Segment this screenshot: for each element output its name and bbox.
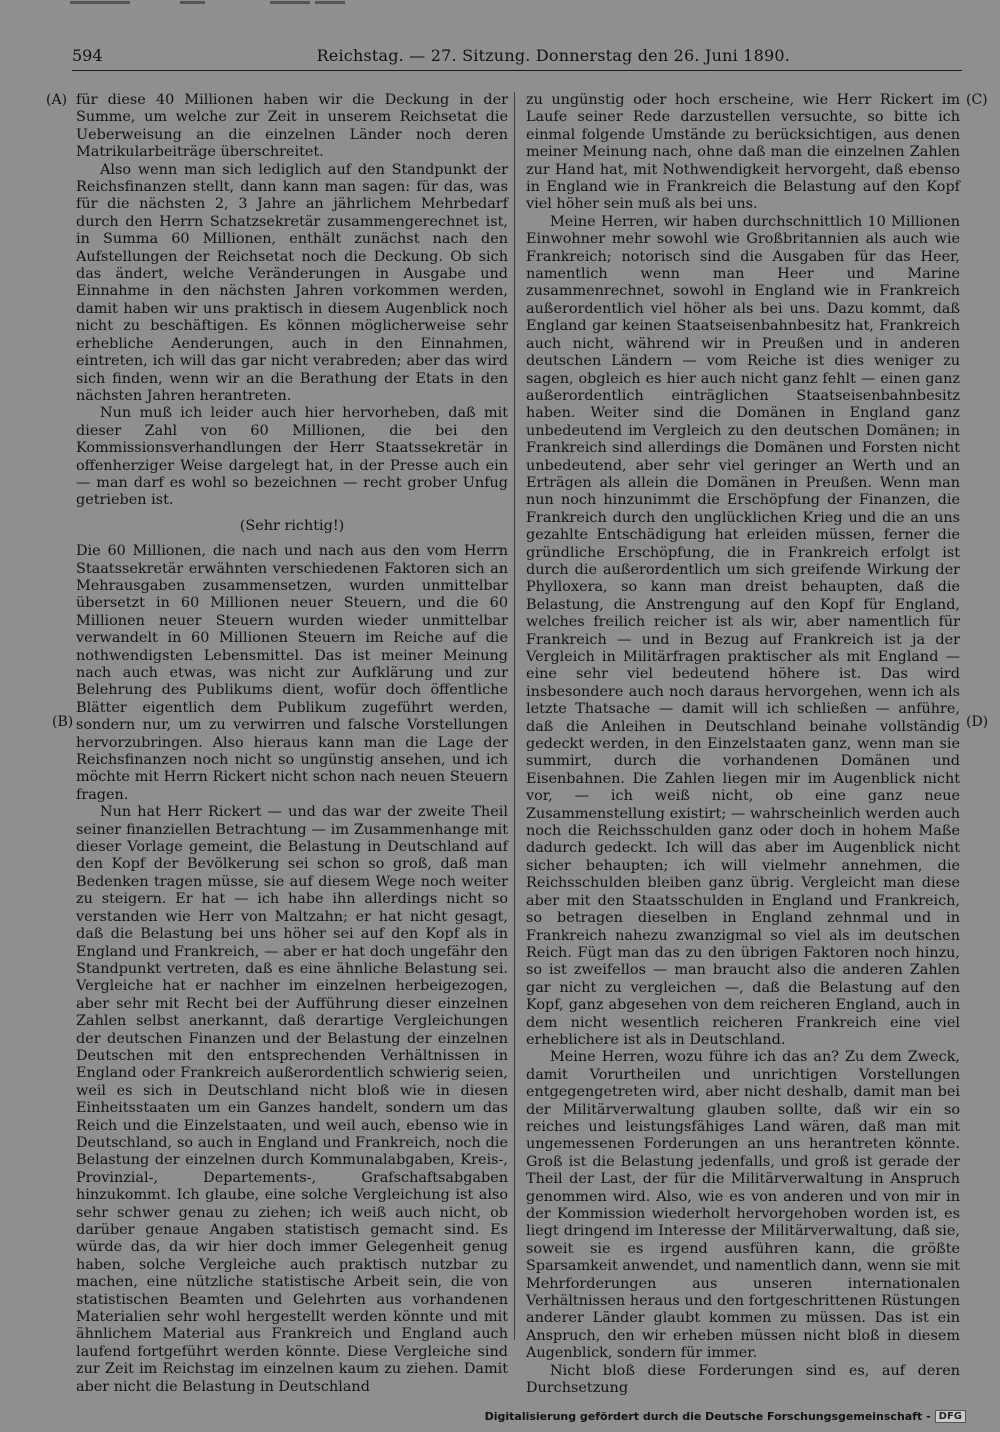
page-header <box>72 44 960 68</box>
interjection: (Sehr richtig!) <box>239 517 345 534</box>
page-number: 594 <box>72 46 103 65</box>
paragraph: Meine Herren, wozu führe ich das an? Zu dem Zweck, damit Vorurtheilen und unrichtigen Vorstellungen entgegengetreten wird, aber nicht deshalb, damit man bei der Militärverwaltung glauben sollte, daß wir ein so reiches und leistungsfähiges Land wären, daß man mit ungemessenen Forderungen an uns herantreten könnte. Groß ist die Belastung jedenfalls, und groß ist gerade der Theil der Last, der für die Militärverwaltung in Anspruch genommen wird. Also, wie es von anderen und von mir in der Kommission wiederholt hervorgehoben worden ist, es liegt dringend im Interesse der Militärverwaltung, daß sie, soweit sie es irgend ausführen kann, die größte Sparsamkeit anwendet, und namentlich dann, wenn sie mit Mehrforderungen aus unseren internationalen Verhältnissen heraus und den fortgeschrittenen Rüstungen anderer Länder glaubt kommen zu müssen. Das ist ein Anspruch, den wir erheben müssen nicht bloß in diesem Augenblick, sondern für immer. <box>526 1049 960 1362</box>
right-column <box>526 92 960 1397</box>
column-divider <box>514 92 515 1340</box>
margin-marker-d: (D) <box>966 714 989 730</box>
credit-text: Digitalisierung gefördert durch die Deutsche Forschungsgemeinschaft - <box>484 1410 931 1423</box>
paragraph: zu ungünstig oder hoch erscheine, wie Herr Rickert im Laufe seiner Rede darzustellen versuchte, so bitte ich einmal folgende Umstände zu berücksichtigen, aus denen meiner Meinung nach, ohne daß man die einzelnen Zahlen zur Hand hat, mit Nothwendigkeit hervorgeht, daß ebenso in England wie in Frankreich die Belastung auf den Kopf viel höher sein muß als bei uns. <box>526 92 960 213</box>
paragraph: Meine Herren, wir haben durchschnittlich 10 Millionen Einwohner mehr sowohl wie Großbritannien als auch wie Frankreich; notorisch sind die Ausgaben für das Heer, namentlich wenn man Heer und Marine zusammenrechnet, sowohl in England wie in Frankreich außerordentlich viel höher als bei uns. Dazu kommt, daß England gar keinen Staatseisenbahnbesitz hat, Frankreich auch nicht, während wir in Preußen und in anderen deutschen Ländern — vom Reiche ist dies weniger zu sagen, obgleich es hier auch nicht ganz fehlt — einen ganz außerordentlich einträglichen Staatseisenbahnbesitz haben. Weiter sind die Domänen in England ganz unbedeutend im Vergleich zu den deutschen Domänen; in Frankreich sind allerdings die Domänen und Forsten nicht unbedeutend, aber sehr viel geringer an Werth und an Erträgen als allein die Domänen in Preußen. Wenn man nun noch hinzunimmt die Erschöpfung der Finanzen, die Frankreich durch den unglücklichen Krieg und die an uns gezahlte Entschädigung hat erleiden müssen, ferner die gründliche Erschöpfung, die in Frankreich erfolgt ist durch die außerordentlich um sich greifende Wirkung der Phylloxera, so kann man dreist behaupten, daß die Belastung, die Anstrengung auf den Kopf für England, welches freilich reicher ist als wir, aber namentlich für Frankreich — und in Bezug auf Frankreich ist ja der Vergleich in Militärfragen praktischer als mit England — eine sehr viel bedeutend höhere ist. Das wird insbesondere auch noch daraus hervorgehen, wenn ich als letzte Thatsache — damit will ich schließen — anführe, daß die Anleihen in Deutschland beinahe vollständig gedeckt werden, in den Einzelstaaten ganz, wenn man sie summirt, durch die vorhandenen Domänen und Eisenbahnen. Die Zahlen liegen mir im Augenblick nicht vor, — ich weiß nicht, ob eine ganz neue Zusammenstellung existirt; — wahrscheinlich werden auch noch die Reichsschulden ganz oder doch in hohem Maße dadurch gedeckt. Ich will das aber im Augenblick nicht sicher behaupten; ich will vielmehr annehmen, die Reichsschulden bleiben ganz übrig. Vergleicht man diese aber mit den Staatsschulden in England und Frankreich, so betragen dieselben in England zehnmal und in Frankreich nahezu zwanzigmal so viel als im deutschen Reich. Fügt man das zu den übrigen Faktoren noch hinzu, so ist zweifellos — man braucht also die anderen Zahlen gar nicht zu vergleichen —, daß die Belastung auf den Kopf, ganz abgesehen von dem reicheren England, auch in dem nicht wesentlich reicheren Frankreich eine viel erheblichere ist als in Deutschland. <box>526 213 960 1048</box>
paragraph: Also wenn man sich lediglich auf den Standpunkt der Reichsfinanzen stellt, dann kann man sagen: für das, was für die nächsten 2, 3 Jahre an jährlichem Mehrbedarf durch den Herrn Schatzsekretär zusammengerechnet ist, in Summa 60 Millionen, enthält zunächst nach den Aufstellungen der Reichsetat noch die Deckung. Ob sich das ändert, welche Veränderungen in Ausgabe und Einnahme in den nächsten Jahren vorkommen werden, damit haben wir uns praktisch in diesem Augenblick noch nicht zu beschäftigen. Es können möglicherweise sehr erhebliche Aenderungen, auch in den Einnahmen, eintreten, ich will das gar nicht verabreden; aber das wird sich finden, wenn wir an die Berathung der Etats in den nächsten Jahren herantreten. <box>76 161 508 404</box>
digitization-credit <box>485 1410 966 1423</box>
header-rule <box>72 70 962 71</box>
paragraph: Nicht bloß diese Forderungen sind es, auf deren Durchsetzung <box>526 1362 960 1397</box>
paragraph: Nun muß ich leider auch hier hervorheben, daß mit dieser Zahl von 60 Millionen, die bei den Kommissionsverhandlungen der Herr Staatssekretär in offenherziger Weise dargelegt hat, in der Presse auch ein — man darf es wohl so bezeichnen — recht grober Unfug getrieben ist. <box>76 405 508 509</box>
scan-top-edge <box>60 0 960 6</box>
margin-marker-a: (A) <box>46 92 68 108</box>
paragraph: Die 60 Millionen, die nach und nach aus den vom Herrn Staatssekretär erwähnten verschiedenen Faktoren sich an Mehrausgaben zusammensetzen, wurden unmittelbar übersetzt in 60 Millionen neuer Steuern, und die 60 Millionen neuer Steuern wurden wieder unmittelbar verwandelt in 60 Millionen Steuern im Reiche auf die nothwendigsten Lebensmittel. Das ist meiner Meinung nach auch etwas, was nicht zur Aufklärung und zur Belehrung des Publikums dient, wofür doch öffentliche Blätter eigentlich dem Publikum zugeführt werden, sondern nur, um zu verwirren und falsche Vorstellungen hervorzubringen. Also hieraus kann man die Lage der Reichsfinanzen noch nicht so ungünstig ansehen, und ich möchte mit Herrn Rickert nicht schon nach neuen Steuern fragen. <box>76 543 508 803</box>
paragraph: für diese 40 Millionen haben wir die Deckung in der Summe, um welche zur Zeit in unserem Reichsetat die Ueberweisung an die einzelnen Länder noch deren Matrikularbeiträge überschreitet. <box>76 92 508 161</box>
dfg-logo: DFG <box>935 1410 966 1423</box>
left-column <box>76 92 508 1395</box>
paragraph: Nun hat Herr Rickert — und das war der zweite Theil seiner finanziellen Betrachtung — im Zusammenhange mit dieser Vorlage gemeint, die Belastung in Deutschland auf den Kopf der Bevölkerung sei schon so groß, daß man Bedenken tragen müsse, sie auf diesem Wege noch weiter zu steigern. Er hat — ich habe ihn allerdings nicht so verstanden wie Herr von Maltzahn; er hat nicht gesagt, daß die Belastung bei uns höher sei auf den Kopf als in England und Frankreich, — aber er hat doch ungefähr den Standpunkt vertreten, daß es eine ähnliche Belastung sei. Vergleiche hat er nachher im einzelnen herbeigezogen, aber sehr mit Recht bei der Aufführung dieser einzelnen Zahlen selbst anerkannt, daß derartige Vergleichungen der deutschen Finanzen und der Belastung der einzelnen Deutschen mit den entsprechenden Verhältnissen in England oder Frankreich außerordentlich schwierig seien, weil es sich in Deutschland nicht bloß wie in diesen Einheitsstaaten um ein Ganzes handelt, sondern um das Reich und die Einzelstaaten, und weil auch, ebenso wie in Deutschland, so auch in England und Frankreich, noch die Belastung der einzelnen durch Kommunalabgaben, Kreis-, Provinzial-, Departements-, Grafschaftsabgaben hinzukommt. Ich glaube, eine solche Vergleichung ist also sehr schwer genau zu ziehen; ich weiß auch nicht, ob darüber genaue Angaben statistisch gemacht sind. Es würde das, da wir hier doch immer Gelegenheit genug haben, solche Vergleiche auch praktisch nutzbar zu machen, eine nützliche statistische Arbeit sein, die von statistischen Beamten und Gelehrten aus vorhandenen Materialien sehr wohl hergestellt werden könnte und mit ähnlichem Material aus Frankreich und England auch laufend fortgeführt werden könnte. Diese Vergleiche sind zur Zeit im Reichstag im einzelnen kaum zu ziehen. Damit aber nicht die Belastung in Deutschland <box>76 804 508 1395</box>
margin-marker-c: (C) <box>966 92 988 108</box>
margin-marker-b: (B) <box>52 714 74 730</box>
running-title: Reichstag. — 27. Sitzung. Donnerstag den 26. Juni 1890. <box>316 46 790 65</box>
